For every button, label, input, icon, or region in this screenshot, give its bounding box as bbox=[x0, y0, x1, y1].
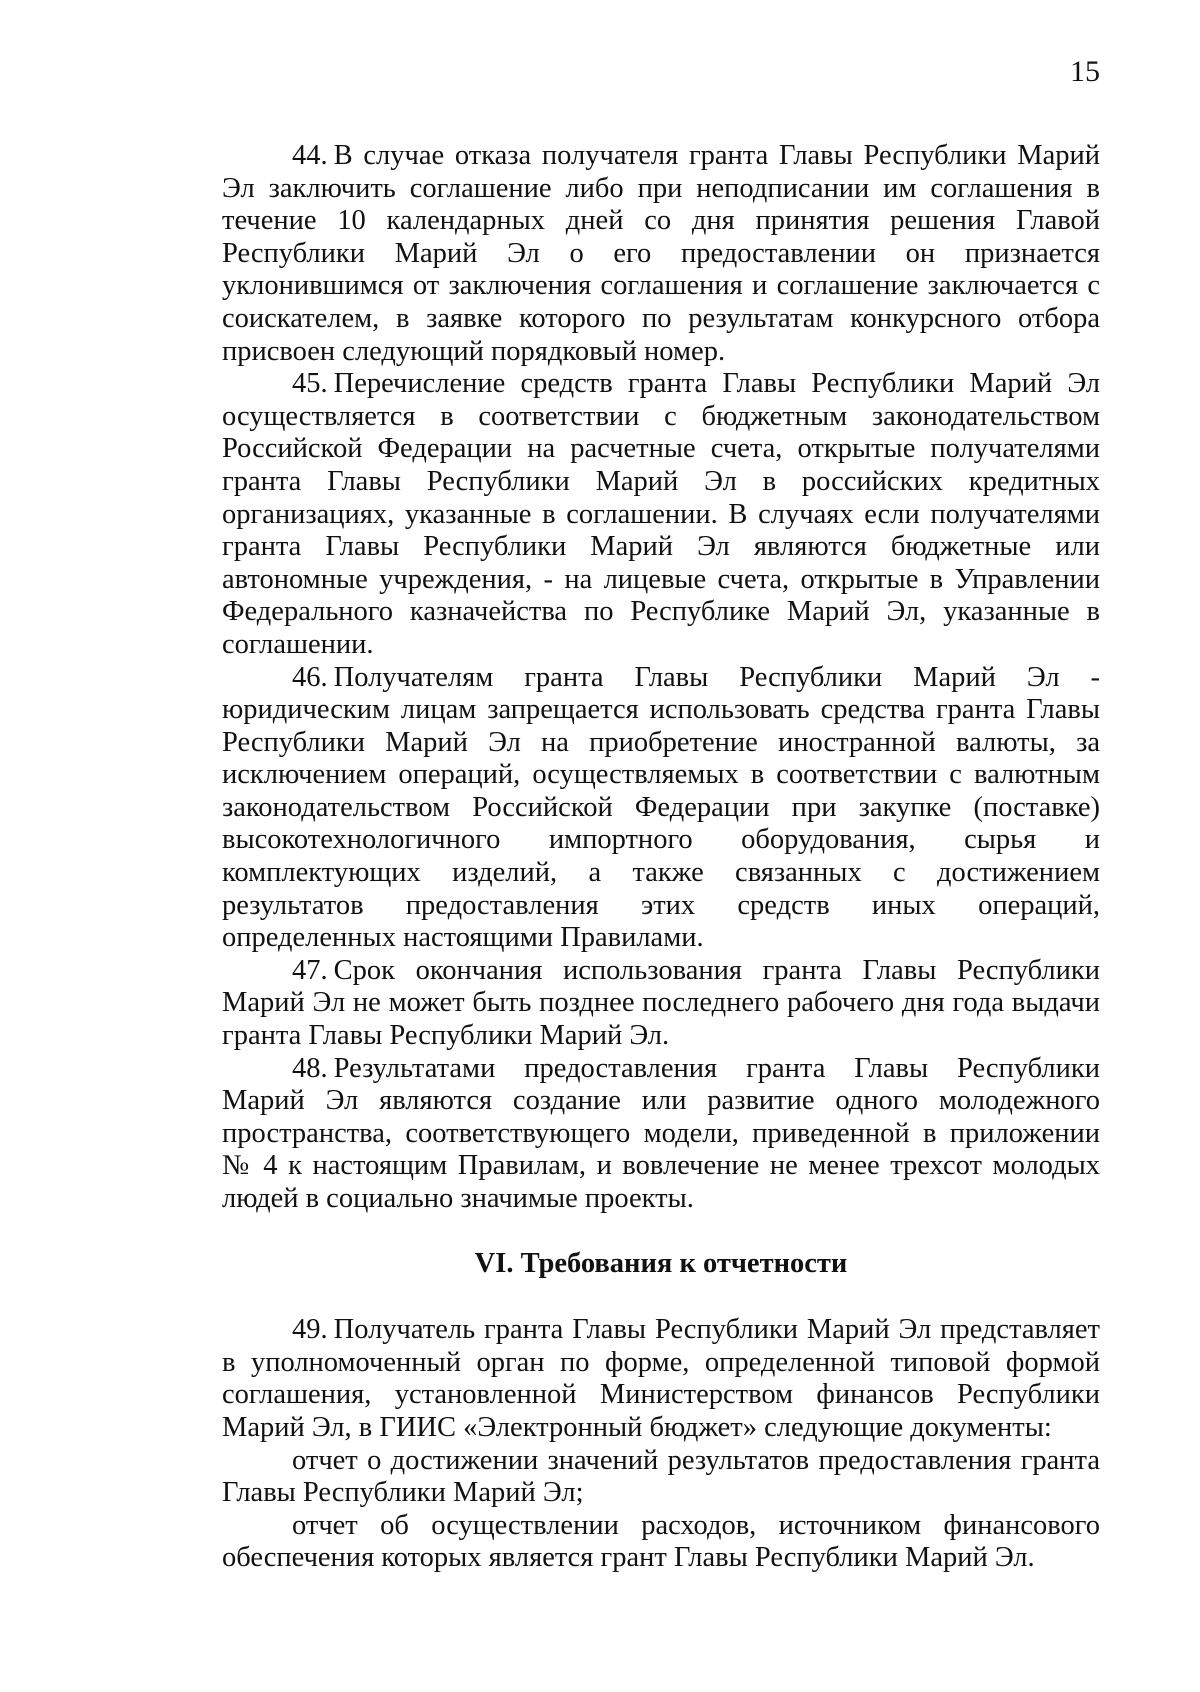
report-item-results bbox=[222, 1445, 1100, 1510]
paragraph-number: 44. bbox=[292, 140, 328, 171]
paragraph-number: 47. bbox=[292, 954, 328, 986]
paragraph-number: 46. bbox=[292, 661, 328, 693]
document-body bbox=[222, 140, 1100, 1575]
paragraph-number: 45. bbox=[292, 368, 328, 400]
paragraph-48 bbox=[222, 1053, 1100, 1216]
paragraph-number: 49. bbox=[292, 1314, 328, 1346]
paragraph-number: 48. bbox=[292, 1052, 328, 1084]
paragraph-text: Срок окончания использования гранта Главы Республики Марий Эл не может быть позднее последнего рабочего дня года выдачи гранта Главы Республики Марий Эл. bbox=[222, 954, 1100, 1052]
report-item-expenses bbox=[222, 1510, 1100, 1575]
paragraph-text: В случае отказа получателя гранта Главы Республики Марий Эл заключить соглашение либо при неподписании им соглашения в течение 10 календарных дней со дня принятия решения Главой Республики Марий Эл о его предоставлении он признается уклонившимся от заключения соглашения и соглашение заключается с соискателем, в заявке которого по результатам конкурсного отбора присвоен следующий порядковый номер. bbox=[222, 140, 1100, 367]
paragraph-text: Результатами предоставления гранта Главы Республики Марий Эл являются создание или развитие одного молодежного пространства, соответствующего модели, приведенной в приложении № 4 к настоящим Правилам, и вовлечение не менее трехсот молодых людей в социально значимые проекты. bbox=[222, 1052, 1100, 1214]
paragraph-text: Перечисление средств гранта Главы Республики Марий Эл осуществляется в соответствии с бюджетным законодательством Российской Федерации на расчетные счета, открытые получателями гранта Главы Республики Марий Эл в российских кредитных организациях, указанные в соглашении. В случаях если получателями гранта Главы Республики Марий Эл являются бюджетные или автономные учреждения, - на лицевые счета, открытые в Управлении Федерального казначейства по Республике Марий Эл, указанные в соглашении. bbox=[222, 368, 1100, 660]
page-number: 15 bbox=[1070, 55, 1100, 88]
paragraph-49 bbox=[222, 1314, 1100, 1444]
paragraph-45 bbox=[222, 368, 1100, 661]
paragraph-text: отчет об осуществлении расходов, источником финансового обеспечения которых является грант Главы Республики Марий Эл. bbox=[222, 1509, 1100, 1574]
paragraph-text: Получателям гранта Главы Республики Марий Эл - юридическим лицам запрещается использовать средства гранта Главы Республики Марий Эл на приобретение иностранной валюты, за исключением операций, осуществляемых в соответствии с валютным законодательством Российской Федерации при закупке (поставке) высокотехнологичного импортного оборудования, сырья и комплектующих изделий, а также связанных с достижением результатов предоставления этих средств иных операций, определенных настоящими Правилами. bbox=[222, 661, 1100, 954]
paragraph-46 bbox=[222, 662, 1100, 955]
paragraph-47 bbox=[222, 955, 1100, 1053]
paragraph-text: Получатель гранта Главы Республики Марий Эл представляет в уполномоченный орган по форме, определенной типовой формой соглашения, установленной Министерством финансов Республики Марий Эл, в ГИИС «Электронный бюджет» следующие документы: bbox=[222, 1314, 1100, 1443]
section-title: VI. Требования к отчетности bbox=[474, 1247, 848, 1279]
paragraph-text: отчет о достижении значений результатов предоставления гранта Главы Республики Марий Эл; bbox=[222, 1444, 1100, 1509]
paragraph-44 bbox=[222, 140, 1100, 368]
